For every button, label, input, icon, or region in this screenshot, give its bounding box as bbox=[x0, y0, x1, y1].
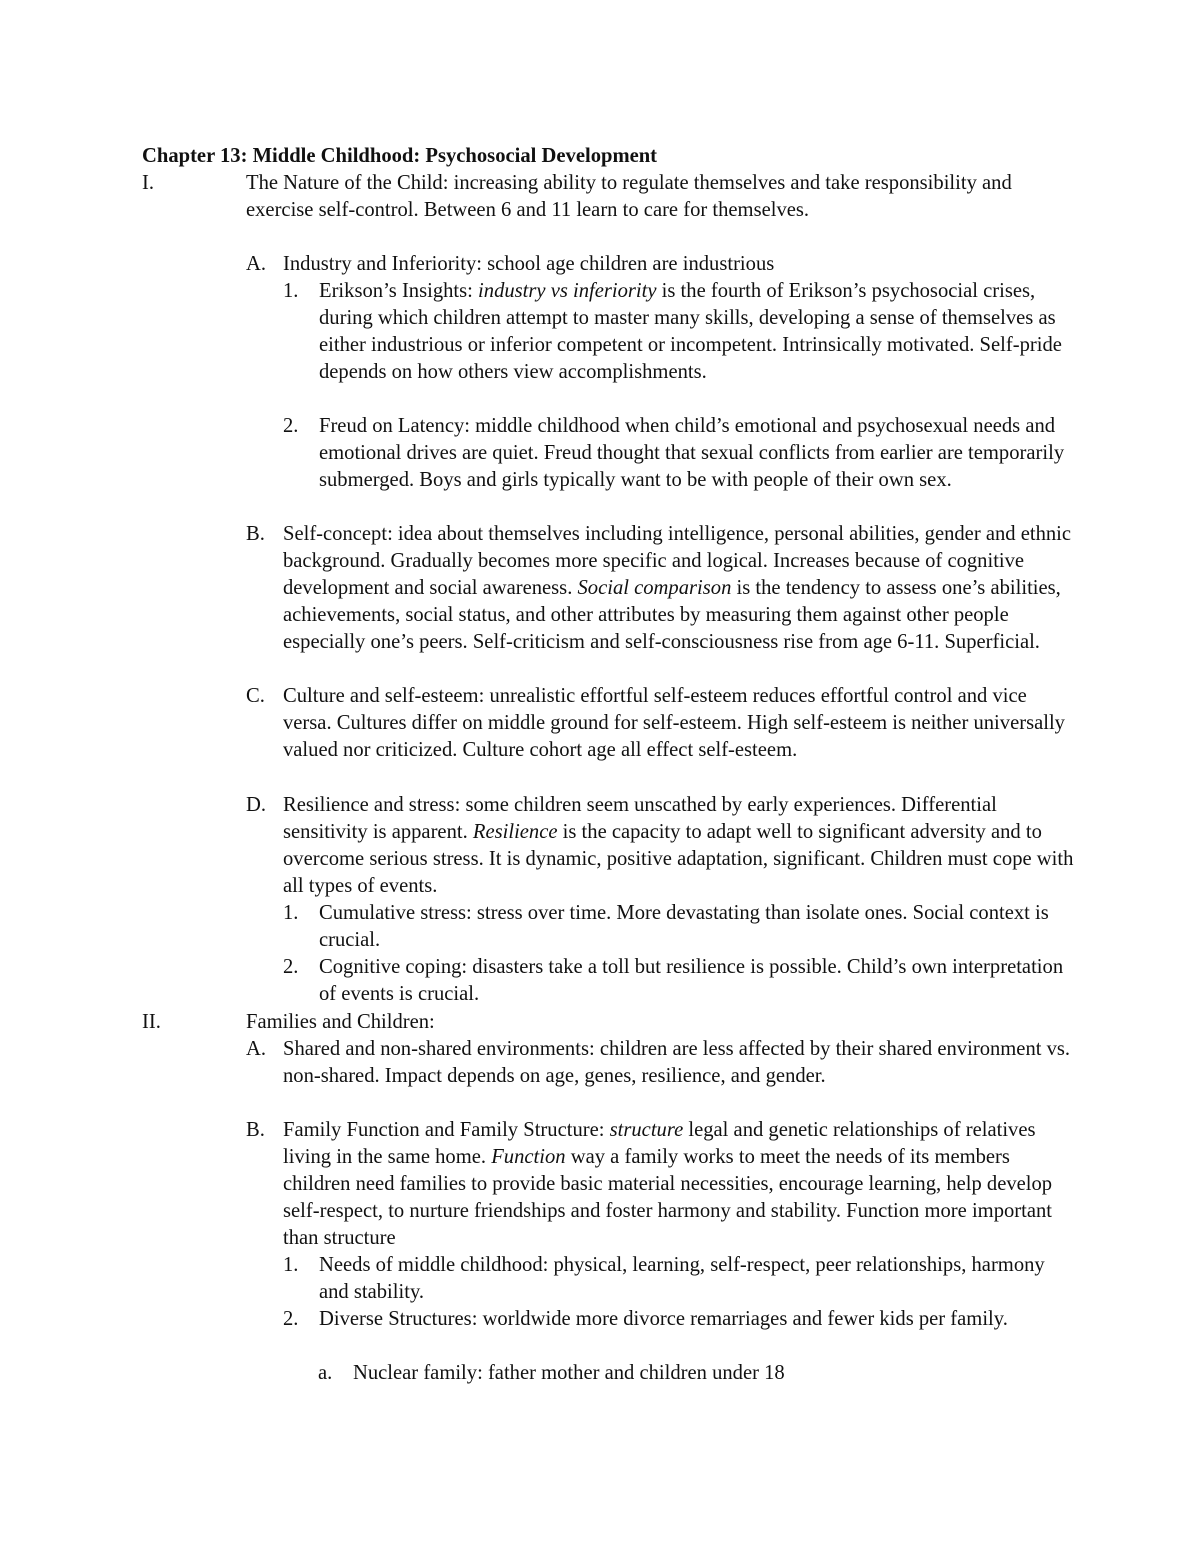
list-marker: 2. bbox=[283, 956, 299, 978]
list-item-text: Cognitive coping: disasters take a toll but resilience is possible. Child’s own interpretation of events is crucial. bbox=[319, 956, 1064, 1005]
outline-item-II-B-2-a bbox=[318, 1360, 1076, 1387]
list-item-text: Cumulative stress: stress over time. More devastating than isolate ones. Social context is crucial. bbox=[319, 902, 1049, 951]
key-term: Social comparison bbox=[577, 577, 732, 599]
list-item-text: Diverse Structures: worldwide more divorce remarriages and fewer kids per family. bbox=[319, 1308, 1008, 1330]
list-item-text: Needs of middle childhood: physical, learning, self-respect, peer relationships, harmony and stability. bbox=[319, 1254, 1045, 1303]
list-marker: II. bbox=[142, 1011, 161, 1033]
key-term: industry vs inferiority bbox=[478, 280, 657, 302]
page-title: Chapter 13: Middle Childhood: Psychosocial Development bbox=[142, 145, 658, 167]
list-marker: D. bbox=[246, 794, 267, 816]
outline-item-I-B bbox=[246, 521, 1076, 656]
list-item-text: Culture and self-esteem: unrealistic effortful self-esteem reduces effortful control and vice versa. Cultures differ on middle ground for self-esteem. High self-esteem is neither universally valued nor criticized. Culture cohort age all effect self-esteem. bbox=[283, 685, 1065, 761]
list-item-text: Industry and Inferiority: school age children are industrious bbox=[283, 253, 775, 275]
outline-item-I-A-1 bbox=[283, 278, 1076, 386]
list-marker: 1. bbox=[283, 902, 299, 924]
list-marker: 1. bbox=[283, 280, 299, 302]
list-marker: C. bbox=[246, 685, 265, 707]
outline-item-II bbox=[142, 1009, 1076, 1036]
outline-item-II-B-2 bbox=[283, 1306, 1076, 1333]
outline-item-II-B-1 bbox=[283, 1252, 1076, 1306]
outline-item-I-A-2 bbox=[283, 413, 1076, 494]
list-marker: a. bbox=[318, 1362, 333, 1384]
list-item-text: Families and Children: bbox=[246, 1011, 435, 1033]
list-item-text: Family Function and Family Structure: structure legal and genetic relationships of relatives living in the same home. Function way a family works to meet the needs of its members children need families to provide basic material necessities, encourage learning, help develop self-respect, to nurture friendships and foster harmony and stability. Function more important than structure bbox=[283, 1119, 1053, 1249]
list-item-text: Resilience and stress: some children seem unscathed by early experiences. Differential sensitivity is apparent. Resilience is the capacity to adapt well to significant adversity and to overcome serious stress. It is dynamic, positive adaptation, significant. Children must cope with all types of events. bbox=[283, 794, 1074, 897]
list-marker: I. bbox=[142, 172, 155, 194]
outline-item-I-C bbox=[246, 683, 1076, 764]
list-marker: 1. bbox=[283, 1254, 299, 1276]
outline-item-II-B bbox=[246, 1117, 1076, 1252]
list-item-text: Shared and non-shared environments: children are less affected by their shared environment vs. non-shared. Impact depends on age, genes, resilience, and gender. bbox=[283, 1038, 1071, 1087]
list-marker: A. bbox=[246, 253, 267, 275]
list-marker: 2. bbox=[283, 1308, 299, 1330]
outline-item-II-A bbox=[246, 1036, 1076, 1090]
list-item-text: Self-concept: idea about themselves including intelligence, personal abilities, gender and ethnic background. Gradually becomes more specific and logical. Increases because of cognitive development and social awareness. Social comparison is the tendency to assess one’s abilities, achievements, social status, and other attributes by measuring them against other people especially one’s peers. Self-criticism and self-consciousness rise from age 6-11. Superficial. bbox=[283, 523, 1072, 653]
key-term: Resilience bbox=[472, 821, 558, 843]
list-item-text: Erikson’s Insights: industry vs inferiority is the fourth of Erikson’s psychosocial crises, during which children attempt to master many skills, developing a sense of themselves as either industrious or inferior competent or incompetent. Intrinsically motivated. Self-pride depends on how others view accomplishments. bbox=[319, 280, 1062, 383]
list-item-text: Nuclear family: father mother and children under 18 bbox=[353, 1362, 785, 1384]
outline-item-I bbox=[142, 170, 1076, 224]
outline-item-I-D-2 bbox=[283, 954, 1076, 1008]
key-term: structure bbox=[609, 1119, 684, 1141]
list-marker: 2. bbox=[283, 415, 299, 437]
list-marker: B. bbox=[246, 1119, 265, 1141]
outline-item-I-D-1 bbox=[283, 900, 1076, 954]
list-item-text: The Nature of the Child: increasing ability to regulate themselves and take responsibility and exercise self-control. Between 6 and 11 learn to care for themselves. bbox=[246, 172, 1012, 221]
list-marker: B. bbox=[246, 523, 265, 545]
list-item-text: Freud on Latency: middle childhood when child’s emotional and psychosexual needs and emotional drives are quiet. Freud thought that sexual conflicts from earlier are temporarily submerged. Boys and girls typically want to be with people of their own sex. bbox=[319, 415, 1065, 491]
list-marker: A. bbox=[246, 1038, 267, 1060]
outline-item-I-D bbox=[246, 792, 1076, 900]
outline-item-I-A bbox=[246, 251, 1076, 278]
key-term: Function bbox=[491, 1146, 566, 1168]
